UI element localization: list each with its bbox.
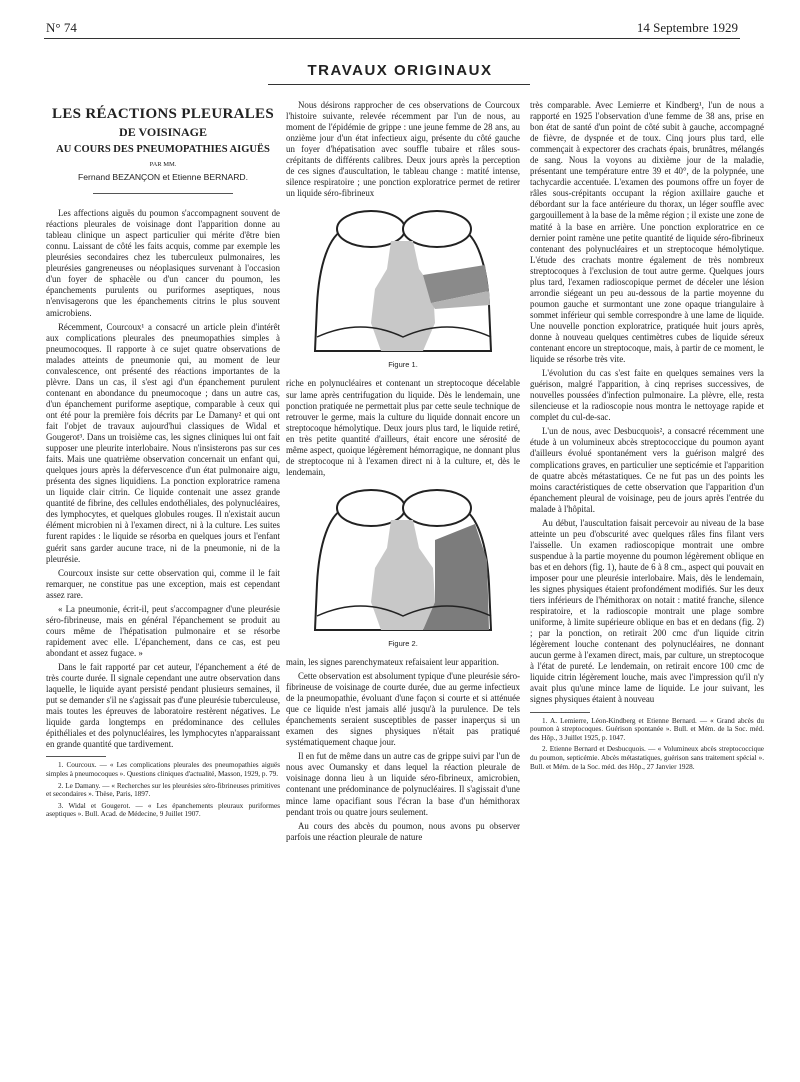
by-line-label: PAR MM. (149, 161, 177, 168)
paragraph: Courcoux insiste sur cette observation qui, comme il le fait remarquer, ne constitue pas une exception, mais est cependant assez rare. (46, 567, 280, 600)
figure-2-radiograph (305, 484, 501, 636)
issue-number: N° 74 (46, 20, 77, 35)
footnote: 3. Widal et Gougerot. — « Les épanchements pleuraux puriformes aseptiques ». Bull. Acad. de Médecine, 9 Juillet 1907. (46, 801, 280, 819)
paragraph: Les affections aiguës du poumon s'accompagnent souvent de réactions pleurales de voisinage dont l'apparition donne au tableau clinique un aspect particulier qui mérite d'être bien connu. Laissant de côté les faits acquis, comme par exemple les pleurésies secondaires chez les tuberculeux pulmonaires, les pleurésies gangreneuses ou néoplasiques survenant à l'occasion d'un foyer de sphacèle ou d'un cancer du poumon, les épanchements purulents ou puriformes aseptiques, nous n'envisagerons que les épanchements citrins le plus souvent amicrobiens. (46, 208, 280, 318)
title-rule (93, 193, 233, 194)
paragraph: main, les signes parenchymateux refaisaient leur apparition. (286, 656, 499, 667)
article-title: LES RÉACTIONS PLEURALES (52, 106, 274, 122)
footnote: 1. A. Lemierre, Léon-Kindberg et Etienne Bernard. — « Grand abcès du poumon à streptocoques. Guérison spontanée ». Bull. et Mém. de la Soc. méd. des Hôp., 3 Juillet 1925, p. 1047. (530, 716, 764, 742)
paragraph: Dans le fait rapporté par cet auteur, l'épanchement a été de très courte durée. Il signale cependant une autre observation dans laquelle, le liquide ayant persisté pendant plusieurs semaines, il put se demander s'il ne s'agissait pas d'une pleurésie tuberculeuse, mais toutes les épreuves de laboratoire restèrent négatives. Le liquide garda longtemps en prédominance des cellules épithéliales et des polynucléaires, les lymphocytes n'apparaissant en grande quantité que tardivement. (46, 661, 280, 750)
figure-2-caption: Figure 2. (388, 638, 418, 648)
paragraph: Au début, l'auscultation faisait percevoir au niveau de la base atteinte un peu d'obscurité avec quelques râles fins filant vers l'aisselle. Un examen radioscopique montrait une ombre suspendue à la partie moyenne du poumon légèrement oblique en bas et en dehors (fig. 1), haute de 6 à 8 cm., aspect qui pouvait en imposer pour une pleurésie interlobaire. Mais, dès le lendemain, les signes physiques étaient profondément modifiés. Sur les deux tiers inférieurs de l'hémithorax on notait : matité franche, silence respiratoire, et la radioscopie montrait une plage sombre uniforme, à limite supérieure oblique en bas et en dedans (fig. 2) ; par la ponction, on retirait 200 cmc d'un liquide citrin légèrement louche contenant des polynucléaires, ne donnant aucun germe à l'examen direct, mais, par culture, un streptocoque à l'état de pureté. Le lendemain, on retirait encore 100 cmc de liquide citrin légèrement louche, mais avec l'impression qu'il n'y avait plus qu'une mince lame de liquide. Le jour suivant, les signes physiques étaient à nouveau (530, 517, 764, 705)
footnote-rule (530, 712, 590, 713)
article-title-line2: DE VOISINAGE (119, 125, 207, 139)
issue-date: 14 Septembre 1929 (636, 20, 738, 35)
paragraph: riche en polynucléaires et contenant un streptocoque décelable sur lame après centrifugation du liquide. Dès le lendemain, une ponction pratiquée ne permettait plus par cette seule technique de retrouver le germe, mais la culture du liquide donnait encore un streptocoque hémolytique. Deux jours plus tard, le liquide retiré, en très petite quantité d'ailleurs, était encore une sérosité de même aspect, quoique légèrement hémorragique, ne donnant plus de streptocoque ni à l'examen direct ni à la culture, et, dès le lendemain, (286, 378, 520, 477)
column-2 (286, 100, 520, 846)
figure-1-radiograph (305, 205, 501, 357)
figure-1-caption: Figure 1. (388, 360, 418, 370)
article-subtitle: AU COURS DES PNEUMOPATHIES AIGUËS (56, 144, 270, 155)
footnote: 2. Le Damany. — « Recherches sur les pleurésies séro-fibrineuses primitives et secondaires ». Thèse, Paris, 1897. (46, 781, 280, 799)
footnote: 2. Etienne Bernard et Desbucquois. — « Volumineux abcès streptococcique du poumon, septicémie. Abcès métastatiques, guérison sans traitement spécial ». Bull. et Mém. de la Soc. méd. des Hôp., 27 Janvier 1928. (530, 745, 764, 771)
paragraph: L'évolution du cas s'est faite en quelques semaines vers la guérison, malgré l'apparition, à cinq reprises successives, de nouvelles poussées d'infection pulmonaire. La plèvre, elle, resta silencieuse et la radioscopie nous montra le nettoyage rapide et complet du cul-de-sac. (530, 368, 764, 423)
footnote: 1. Courcoux. — « Les complications pleurales des pneumopathies aiguës simples à pneumocoques ». Questions cliniques d'actualité, Masson, 1929, p. 79. (46, 761, 280, 778)
paragraph: Au cours des abcès du poumon, nous avons pu observer parfois une réaction pleurale de nature (286, 820, 520, 842)
paragraph: L'un de nous, avec Desbucquois², a consacré récemment une étude à un volumineux abcès streptococcique du poumon ayant d'ailleurs évolué spontanément vers la guérison malgré des complications graves, en particulier une septicémie et l'apparition de quatre abcès métastatiques. Ce ne fut pas un des points les moins caractéristiques de cette observation que l'apparition d'un épanchement pleural de voisinage, peu de jours après l'entrée du malade à l'hôpital. (530, 426, 764, 514)
authors: Fernand BEZANÇON et Etienne BERNARD. (77, 172, 249, 183)
paragraph: Récemment, Courcoux¹ a consacré un article plein d'intérêt aux complications pleurales des pneumopathies simples à pneumocoques. Il rapporte à ce sujet quatre observations de malades atteints de pneumonie qui, au moment de leur convalescence, ont présenté des réactions importantes de la plèvre. Dans un cas, il s'est agi d'un épanchement purulent contenant en abondance du pneumocoque ; dans un autre cas, d'un épanchement puriforme aseptique, comparable à ceux qui ont été pour la première fois décrits par Le Damany² et qui ont fait l'objet de travaux aujourd'hui classiques de Widal et Gougerot³. Dans un troisième cas, les signes cliniques lui ont fait supposer une pleurite interlobaire. Nous n'insisterons pas sur ces faits. Mais une quatrième observation concernait un enfant qui, quelques jours après la défervescence d'un état pulmonaire aigu, présenta des signes liquidiens. La ponction exploratrice ramena un liquide clair citrin. Ce liquide contenait une assez grande quantité de fibrine, des cellules endothéliales, des polynucléaires, des lymphocytes, et quelques globules rouges. Il n'existait aucun élément microbien ni à l'examen direct, ni à la culture. Les suites furent rapides : le liquide se résorba en quelques jours et l'enfant guérit sans garder aucune trace, ni de la pneumonie, ni de la pleurésie. (46, 321, 280, 564)
paragraph: Il en fut de même dans un autre cas de grippe suivi par l'un de nous avec Oumansky et dans lequel la réaction pleurale de voisinage donna lieu à un liquide séro-fibrineux, amicrobien, contenant une prédominance de polynucléaires. Il s'agissait d'une mince lame opacifiant sous l'écran la base d'un hémithorax pendant trois ou quatre jours seulement. (286, 751, 520, 817)
header-rule (44, 38, 740, 39)
footnote-rule (46, 756, 106, 757)
section-title: TRAVAUX ORIGINAUX (307, 62, 493, 79)
paragraph: très comparable. Avec Lemierre et Kindberg¹, l'un de nous a rapporté en 1925 l'observation d'une femme de 38 ans, prise en bon état de santé d'un point de côté subit à gauche, accompagné de fièvre, de dyspnée et de toux. Cinq jours plus tard, elle commençait à expectorer des crachats épais, brunâtres, mélangés de sang. Nous la voyons au dixième jour de la maladie, présentant une température entre 39 et 40°, de la polypnée, une tachycardie accentuée. L'examen des poumons offre un foyer de râles sous-crépitants occupant la région axillaire gauche et débordant sur la face antérieure du thorax, un léger souffle avec gargouillement à la base de la même région ; il existe une zone de matité à la base en arrière. Une ponction exploratrice en ce dernier point ramène une petite quantité de liquide séro-fibrineux contenant des polynucléaires et un streptocoque hémolytique. L'étude des crachats montre également de très nombreux streptocoques à l'exclusion de tout autre germe. Quelques jours plus tard, l'examen radioscopique permet de déceler une lésion arrondie siégeant un peu au-dessous de la partie moyenne du poumon gauche et surmontant une zone opaque triangulaire à sommet inférieur qui semble correspondre à une lame de liquide. Une nouvelle ponction exploratrice, pratiquée huit jours après, donne à nouveau quelques centimètres cubes de liquide séreux contenant encore un streptocoque, mais, à partir de ce moment, le liquide se résorbe très vite. (530, 100, 764, 365)
paragraph: Nous désirons rapprocher de ces observations de Courcoux l'histoire suivante, relevée récemment par l'un de nous, au moment de l'épidémie de grippe : une jeune femme de 28 ans, au onzième jour d'un état infectieux aigu, présente du côté gauche un foyer d'hépatisation avec souffle tubaire et râles sous-crépitants de différents calibres. Deux jours après la perception de ces signes d'auscultation, le tableau change : matité intense, silence respiratoire ; une ponction exploratrice permet de retirer un liquide séro-fibrineux (286, 100, 520, 199)
column-1 (46, 100, 280, 822)
paragraph: Cette observation est absolument typique d'une pleurésie séro-fibrineuse de voisinage de courte durée, due au germe infectieux de la pneumopathie, évoluant d'une façon si courte et si atténuée que ce liquide n'est jamais allé jusqu'à la purulence. De tels épanchements seraient susceptibles de passer inaperçus si un examen des signes physiques n'était pas pratiqué systématiquement chaque jour. (286, 670, 520, 748)
paragraph: « La pneumonie, écrit-il, peut s'accompagner d'une pleurésie séro-fibrineuse, mais en général l'épanchement se produit au cours même de l'hépatisation pulmonaire et se résorbe rapidement avec elle. L'épanchement, dans ce cas, est peu abondant et assez fugace. » (46, 603, 280, 658)
column-3 (530, 100, 764, 774)
section-rule (268, 84, 530, 85)
